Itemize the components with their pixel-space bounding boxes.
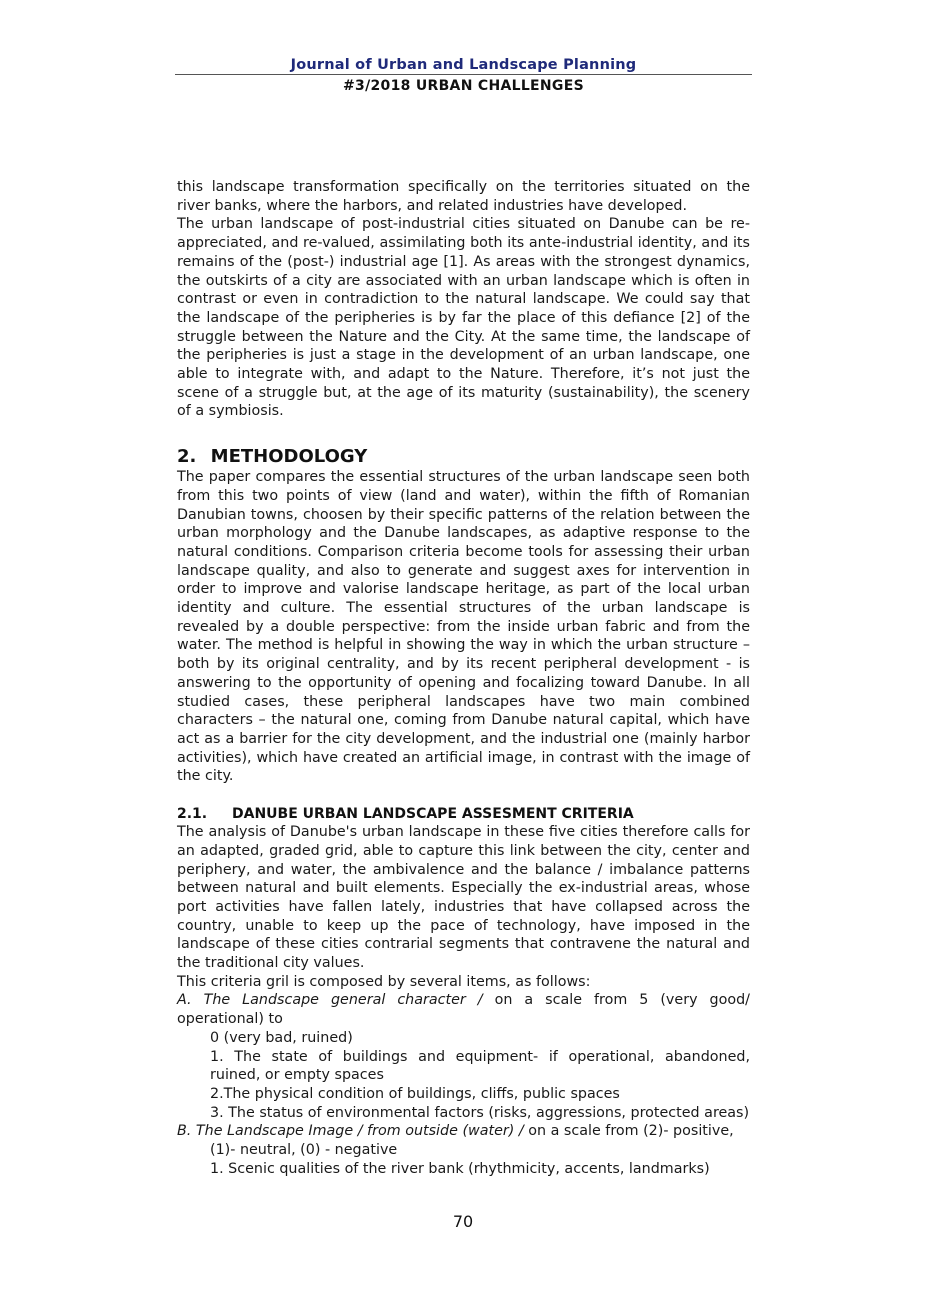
section-title: METHODOLOGY bbox=[210, 446, 368, 468]
criterion-b-label: B. The Landscape Image / from outside (water) / bbox=[177, 1123, 524, 1140]
page-number: 70 bbox=[452, 1212, 474, 1231]
section-number: 2. bbox=[177, 446, 197, 468]
criterion-b-heading bbox=[177, 1122, 750, 1141]
criterion-b-item-1: 1. Scenic qualities of the river bank (rhythmicity, accents, landmarks) bbox=[210, 1160, 710, 1177]
methodology-paragraph: The paper compares the essential structures of the urban landscape seen both from this two points of view (land and water), within the fifth of Romanian Danubian towns, choosen by their specific patterns of the relation between the urban morphology and the Danube landscapes, as adaptive response to the natural conditions. Comparison criteria become tools for assessing their urban landscape quality, and also to generate and suggest axes for intervention in order to improve and valorise landscape heritage, as part of the local urban identity and culture. The essential structures of the urban landscape is revealed by a double perspective: from the inside urban fabric and from the water. The method is helpful in showing the way in which the urban structure – both by its original centrality, and by its recent peripheral development - is answering to the opportunity of opening and focalizing toward Danube. In all studied cases, these peripheral landscapes have two main combined characters – the natural one, coming from Danube natural capital, which have act as a barrier for the city development, and the industrial one (mainly harbor activities), which have created an artificial image, in contrast with the image of the city. bbox=[177, 469, 750, 785]
criterion-a-scale: on a scale from 5 (very good/ operational) to bbox=[177, 992, 750, 1028]
criteria-intro-line: This criteria gril is composed by several items, as follows: bbox=[177, 973, 591, 990]
subsection-title: DANUBE URBAN LANDSCAPE ASSESMENT CRITERIA bbox=[232, 806, 634, 823]
criterion-b-scale: on a scale from (2)- positive, bbox=[523, 1123, 734, 1140]
page-body bbox=[177, 178, 750, 1178]
intro-paragraph-1: this landscape transformation specifically on the territories situated on the river banks, where the harbors, and related industries have developed. bbox=[177, 179, 750, 214]
running-header bbox=[175, 57, 752, 94]
subsection-heading-criteria bbox=[177, 805, 750, 823]
criterion-a-item-3: 3. The status of environmental factors (risks, aggressions, protected areas) bbox=[210, 1104, 750, 1121]
intro-paragraph-2: The urban landscape of post-industrial cities situated on Danube can be re-appreciated, and re-valued, assimilating both its ante-industrial identity, and its remains of the (post-) industrial age [1]. As areas with the strongest dynamics, the outskirts of a city are associated with an urban landscape which is often in contrast or even in contradiction to the natural landscape. We could say that the landscape of the peripheries is by far the place of this defiance [2] of the struggle between the Nature and the City. At the same time, the landscape of the peripheries is just a stage in the development of an urban landscape, one able to integrate with, and adapt to the Nature. Therefore, it’s not just the scene of a struggle but, at the age of its maturity (sustainability), the scenery of a symbiosis. bbox=[177, 216, 750, 420]
criterion-a-item-2: 2.The physical condition of buildings, cliffs, public spaces bbox=[210, 1085, 620, 1102]
journal-title: Journal of Urban and Landscape Planning bbox=[175, 57, 752, 75]
criterion-b-scale-cont: (1)- neutral, (0) - negative bbox=[210, 1142, 398, 1159]
criteria-paragraph: The analysis of Danube's urban landscape in these five cities therefore calls for an adapted, graded grid, able to capture this link between the city, center and periphery, and water, the ambivalence and the balance / imbalance patterns between natural and built elements. Especially the ex-industrial areas, whose port activities have fallen lately, industries that have collapsed across the country, unable to keep up the pace of technology, have imposed in the landscape of these cities contrarial segments that contravene the natural and the traditional city values. bbox=[177, 824, 750, 972]
criterion-a-item-1: 1. The state of buildings and equipment- if operational, abandoned, ruined, or empty spaces bbox=[210, 1048, 750, 1084]
criterion-a-heading bbox=[177, 991, 750, 1028]
section-heading-methodology bbox=[177, 446, 750, 468]
criterion-a-label: A. The Landscape general character / bbox=[177, 992, 483, 1009]
issue-title: #3/2018 URBAN CHALLENGES bbox=[343, 78, 584, 94]
subsection-number: 2.1. bbox=[177, 806, 208, 823]
criterion-a-scale-cont: 0 (very bad, ruined) bbox=[210, 1029, 353, 1046]
